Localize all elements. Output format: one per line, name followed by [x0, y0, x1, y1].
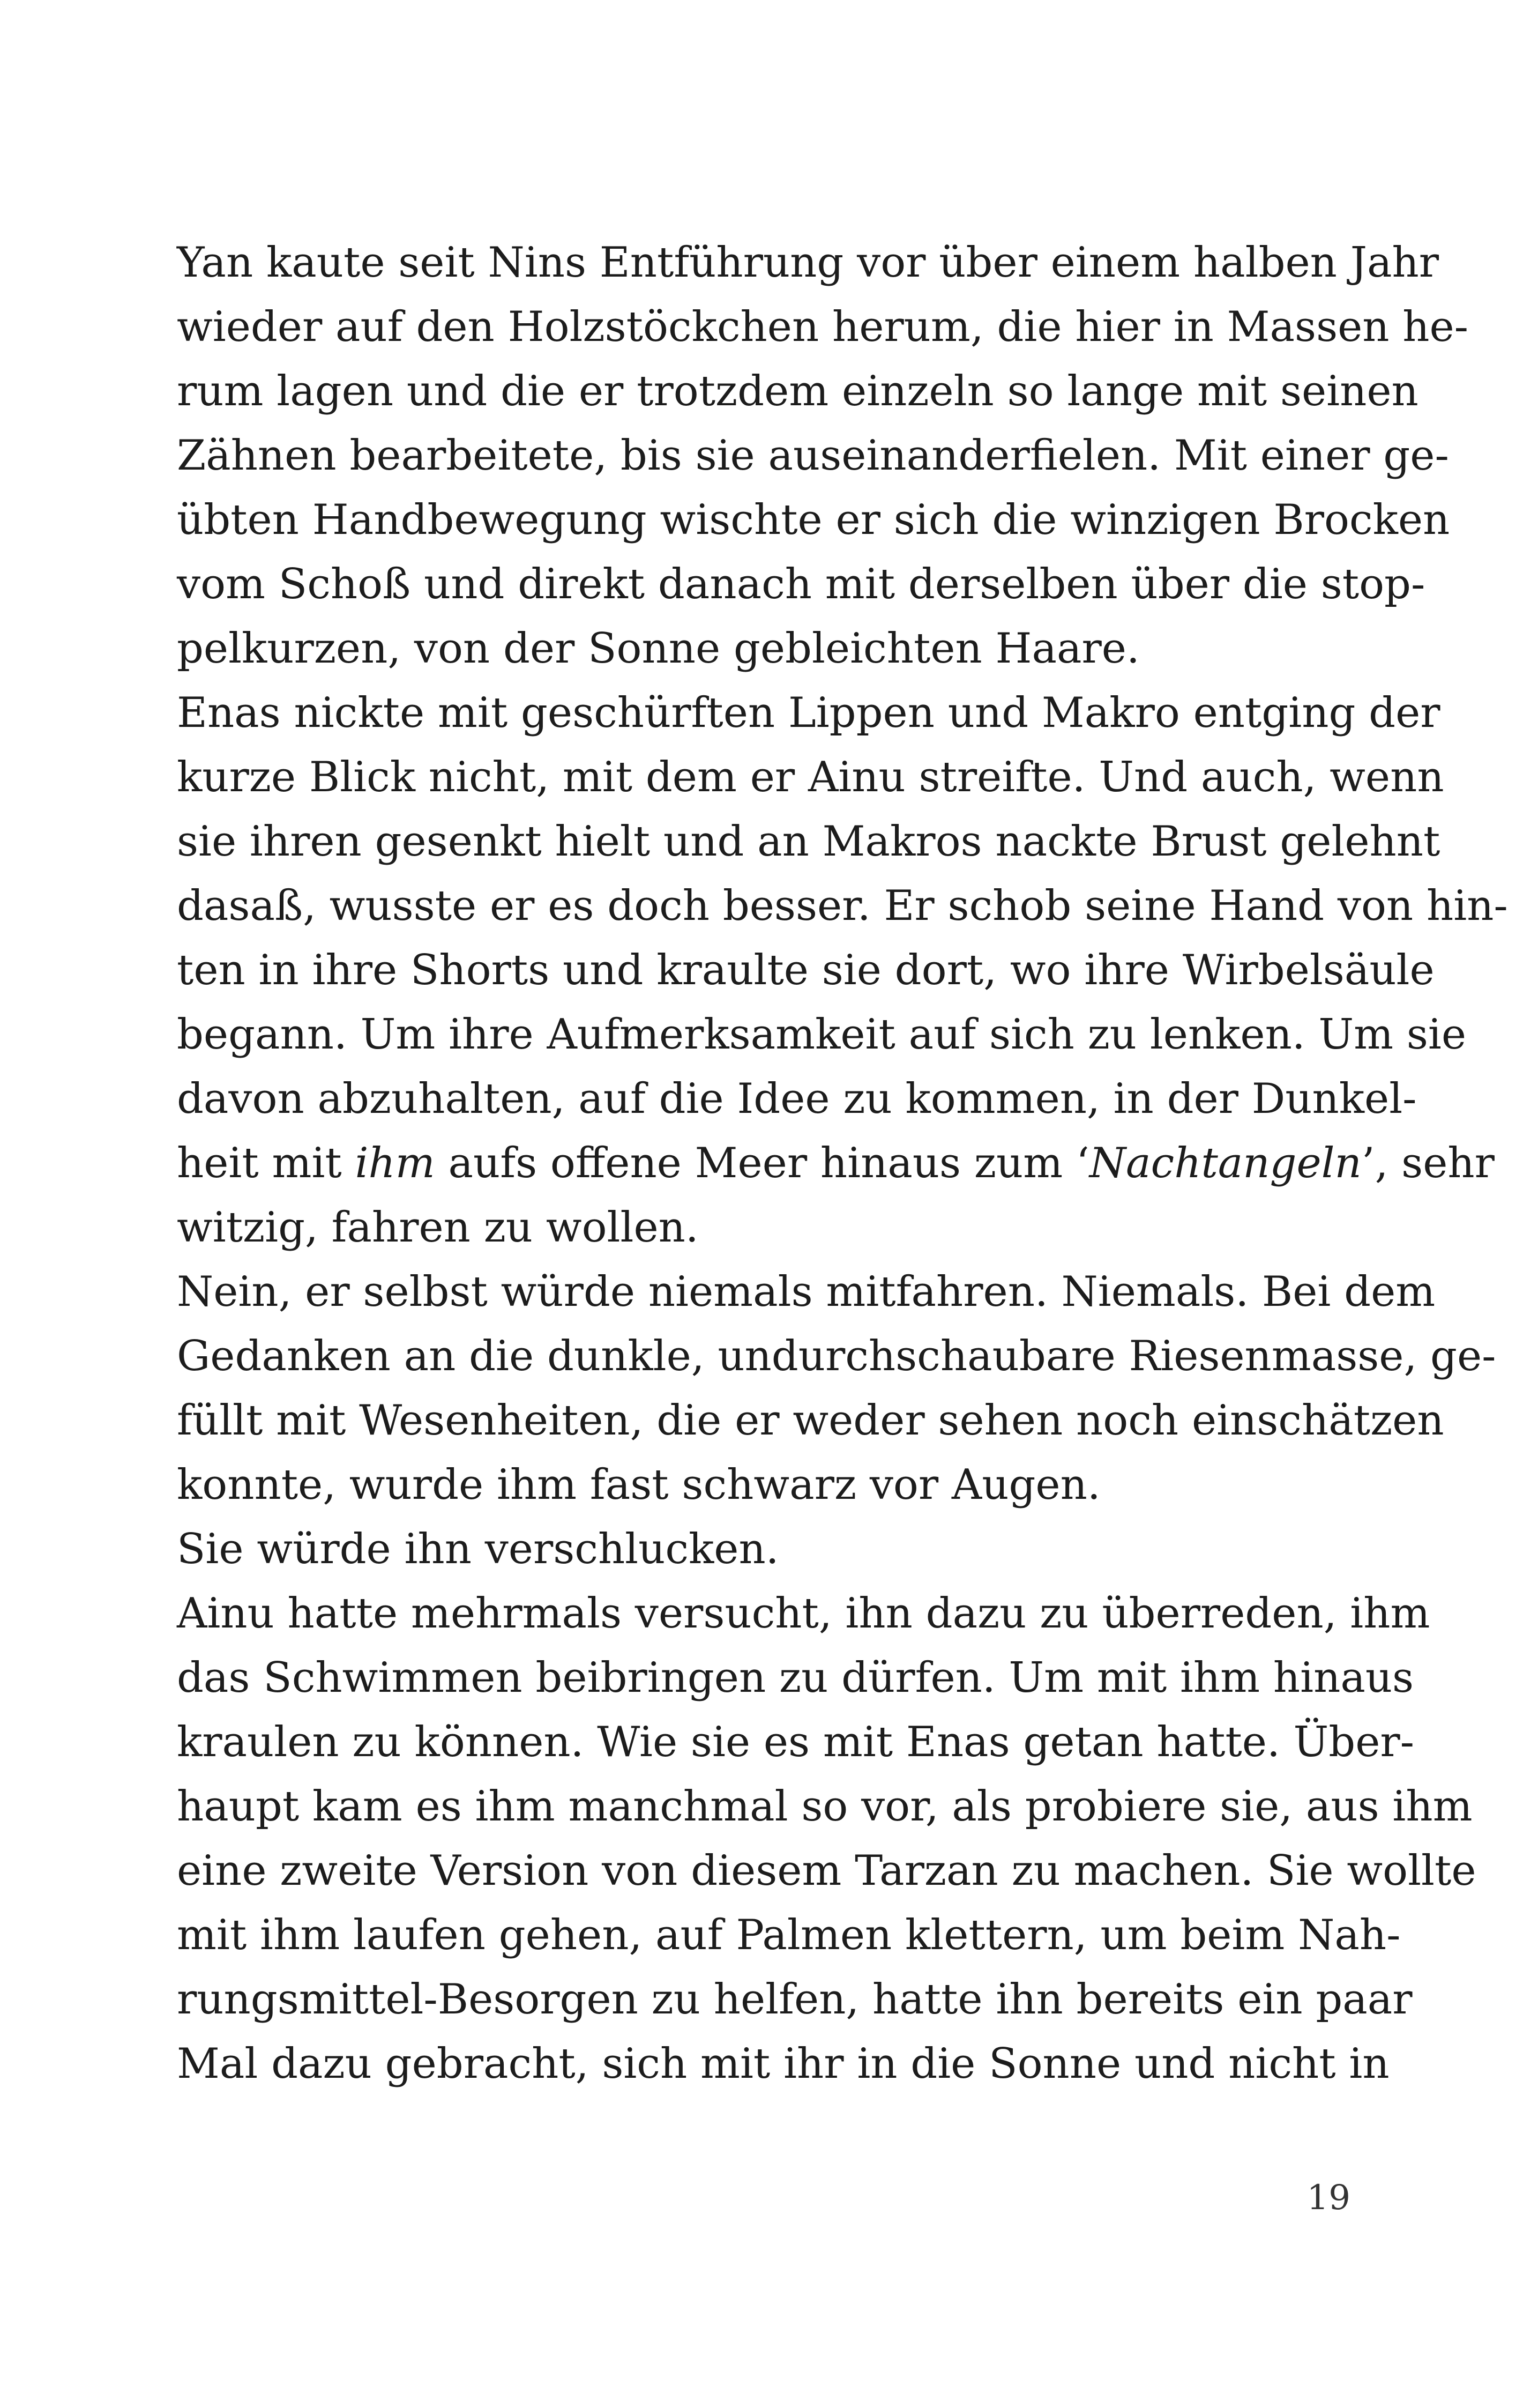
- text-line: rungsmittel-Besorgen zu helfen, hatte ihn bereits ein paar: [177, 1975, 1413, 2024]
- emphasis-text: ihm: [355, 1139, 435, 1187]
- text-line: Mal dazu gebracht, sich mit ihr in die Sonne und nicht in: [177, 2040, 1390, 2088]
- text-line-with-emphasis: [177, 1131, 1495, 1195]
- paragraph: [177, 681, 1508, 1260]
- text-line: sie ihren gesenkt hielt und an Makros nackte Brust gelehnt: [177, 817, 1440, 866]
- text-line: konnte, wurde ihm fast schwarz vor Augen.: [177, 1461, 1101, 1509]
- paragraph: [177, 231, 1469, 681]
- text-line: Yan kaute seit Nins Entführung vor über einem halben Jahr: [177, 239, 1439, 287]
- text-fragment: ’, sehr: [1361, 1139, 1495, 1187]
- text-line: übten Handbewegung wischte er sich die winzigen Brocken: [177, 496, 1450, 544]
- page-number: 19: [1307, 2178, 1350, 2218]
- text-line: Sie würde ihn verschlucken.: [177, 1525, 779, 1573]
- text-line: Zähnen bearbeitete, bis sie auseinanderfielen. Mit einer ge-: [177, 432, 1449, 480]
- paragraph: [177, 1517, 1350, 1581]
- text-line: Enas nickte mit geschürften Lippen und Makro entging der: [177, 689, 1440, 737]
- text-line: ten in ihre Shorts und kraulte sie dort, wo ihre Wirbelsäule: [177, 946, 1435, 994]
- text-line: wieder auf den Holzstöckchen herum, die hier in Massen he-: [177, 303, 1469, 351]
- body-text: [177, 231, 1508, 2096]
- text-line: eine zweite Version von diesem Tarzan zu machen. Sie wollte: [177, 1847, 1476, 1895]
- text-fragment: heit mit: [177, 1139, 355, 1187]
- text-line: füllt mit Wesenheiten, die er weder sehen noch einschätzen: [177, 1396, 1444, 1445]
- text-line: vom Schoß und direkt danach mit derselben über die stop-: [177, 560, 1425, 608]
- text-fragment: aufs offene Meer hinaus zum ‘: [435, 1139, 1089, 1187]
- text-line: haupt kam es ihm manchmal so vor, als probiere sie, aus ihm: [177, 1782, 1473, 1831]
- text-line: kraulen zu können. Wie sie es mit Enas getan hatte. Über-: [177, 1718, 1414, 1766]
- text-line: pelkurzen, von der Sonne gebleichten Haare.: [177, 625, 1140, 673]
- text-line: Nein, er selbst würde niemals mitfahren. Niemals. Bei dem: [177, 1268, 1436, 1316]
- text-line: Ainu hatte mehrmals versucht, ihn dazu zu überreden, ihm: [177, 1589, 1430, 1638]
- text-line: dasaß, wusste er es doch besser. Er schob seine Hand von hin-: [177, 882, 1508, 930]
- paragraph: [177, 1581, 1476, 2096]
- emphasis-text: Nachtangeln: [1089, 1139, 1362, 1187]
- text-line: davon abzuhalten, auf die Idee zu kommen, in der Dunkel-: [177, 1075, 1417, 1123]
- text-line: witzig, fahren zu wollen.: [177, 1203, 699, 1252]
- text-line: Gedanken an die dunkle, undurchschaubare Riesenmasse, ge-: [177, 1332, 1496, 1380]
- paragraph: [177, 1260, 1496, 1517]
- text-line: begann. Um ihre Aufmerksamkeit auf sich zu lenken. Um sie: [177, 1010, 1467, 1059]
- text-line: rum lagen und die er trotzdem einzeln so lange mit seinen: [177, 367, 1419, 415]
- text-line: das Schwimmen beibringen zu dürfen. Um mit ihm hinaus: [177, 1654, 1414, 1702]
- text-line: mit ihm laufen gehen, auf Palmen klettern, um beim Nah-: [177, 1911, 1401, 1959]
- text-line: kurze Blick nicht, mit dem er Ainu streifte. Und auch, wenn: [177, 753, 1444, 801]
